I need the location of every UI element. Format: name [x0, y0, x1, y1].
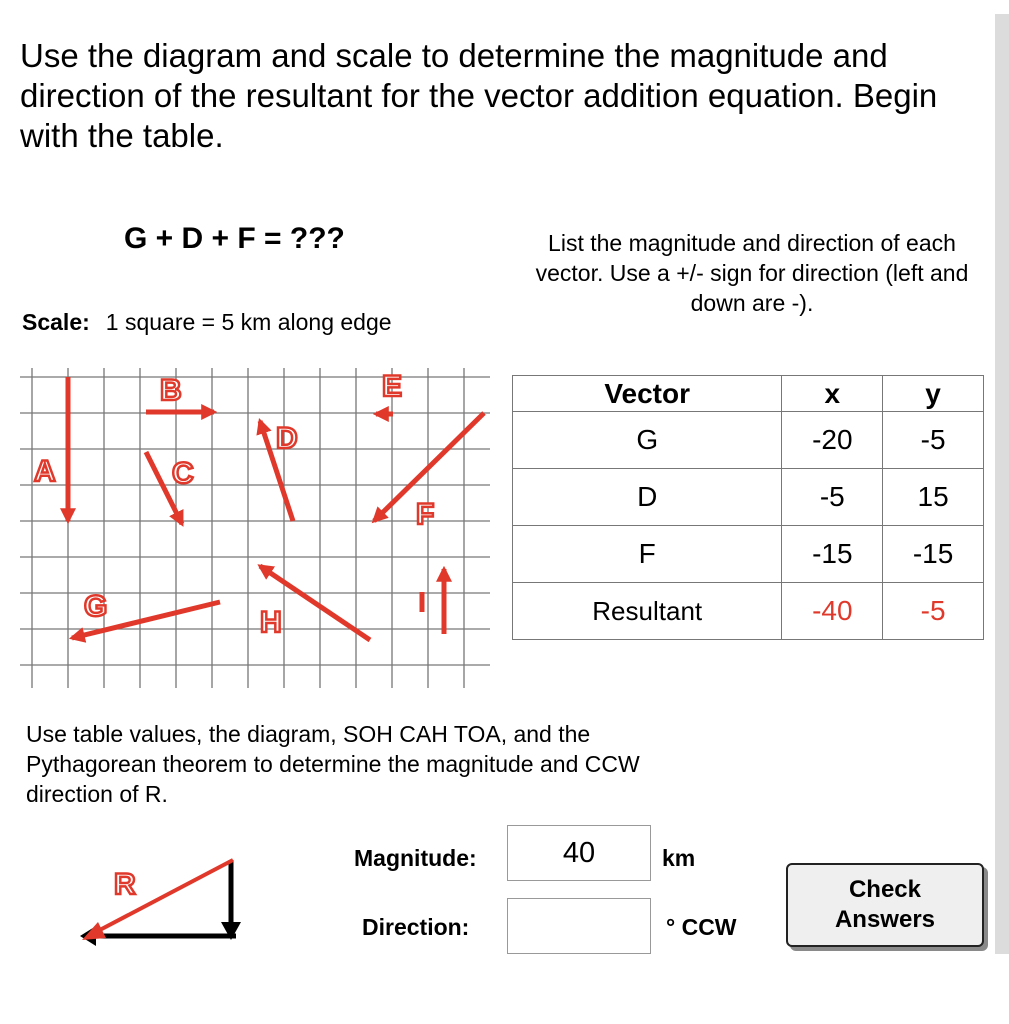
scale-label: Scale:	[22, 309, 90, 335]
table-row	[513, 412, 984, 469]
vector-equation: G + D + F = ???	[124, 222, 345, 255]
check-answers-button[interactable]: Check Answers	[786, 863, 984, 947]
x-value: -5	[782, 469, 883, 526]
table-row	[513, 469, 984, 526]
label-f: F	[416, 498, 435, 531]
resultant-triangle-diagram	[76, 852, 266, 957]
vector-name: D	[513, 469, 782, 526]
vector-name: F	[513, 526, 782, 583]
scrollbar[interactable]	[995, 14, 1009, 954]
scale-text: 1 square = 5 km along edge	[105, 309, 392, 335]
magnitude-unit: km	[662, 845, 696, 871]
direction-label: Direction:	[362, 914, 470, 940]
magnitude-input[interactable]	[507, 825, 651, 881]
col-vector: Vector	[513, 376, 782, 412]
label-g: G	[84, 590, 108, 623]
label-h: H	[260, 606, 282, 639]
direction-unit: ° CCW	[666, 914, 737, 940]
col-y: y	[883, 376, 984, 412]
instructions: Use the diagram and scale to determine the magnitude and direction of the resultant for the vector addition equation. Begin with the table.	[20, 37, 938, 154]
y-value: -15	[883, 526, 984, 583]
scale-note	[22, 309, 392, 336]
col-x: x	[782, 376, 883, 412]
resultant-row	[513, 583, 984, 640]
direction-input[interactable]	[507, 898, 651, 954]
label-e: E	[382, 370, 403, 403]
vector-name: G	[513, 412, 782, 469]
r-hypotenuse-arrowhead	[82, 922, 106, 940]
label-c: C	[172, 457, 194, 490]
resultant-x[interactable]: -40	[782, 583, 883, 640]
r-label: R	[114, 868, 136, 901]
table-row	[513, 526, 984, 583]
vector-table	[512, 375, 984, 640]
label-d: D	[276, 422, 298, 455]
resultant-y[interactable]: -5	[883, 583, 984, 640]
y-value: -5	[883, 412, 984, 469]
resultant-instructions: Use table values, the diagram, SOH CAH TOA, and the Pythagorean theorem to determine the magnitude and CCW direction of R.	[26, 721, 640, 807]
resultant-name: Resultant	[513, 583, 782, 640]
vector-grid-diagram	[20, 368, 495, 693]
label-b: B	[160, 374, 182, 407]
magnitude-label: Magnitude:	[354, 845, 477, 871]
x-value: -15	[782, 526, 883, 583]
label-a: A	[34, 455, 56, 488]
table-instructions: List the magnitude and direction of each vector. Use a +/- sign for direction (left and down are -).	[535, 230, 969, 316]
x-value: -20	[782, 412, 883, 469]
y-value: 15	[883, 469, 984, 526]
